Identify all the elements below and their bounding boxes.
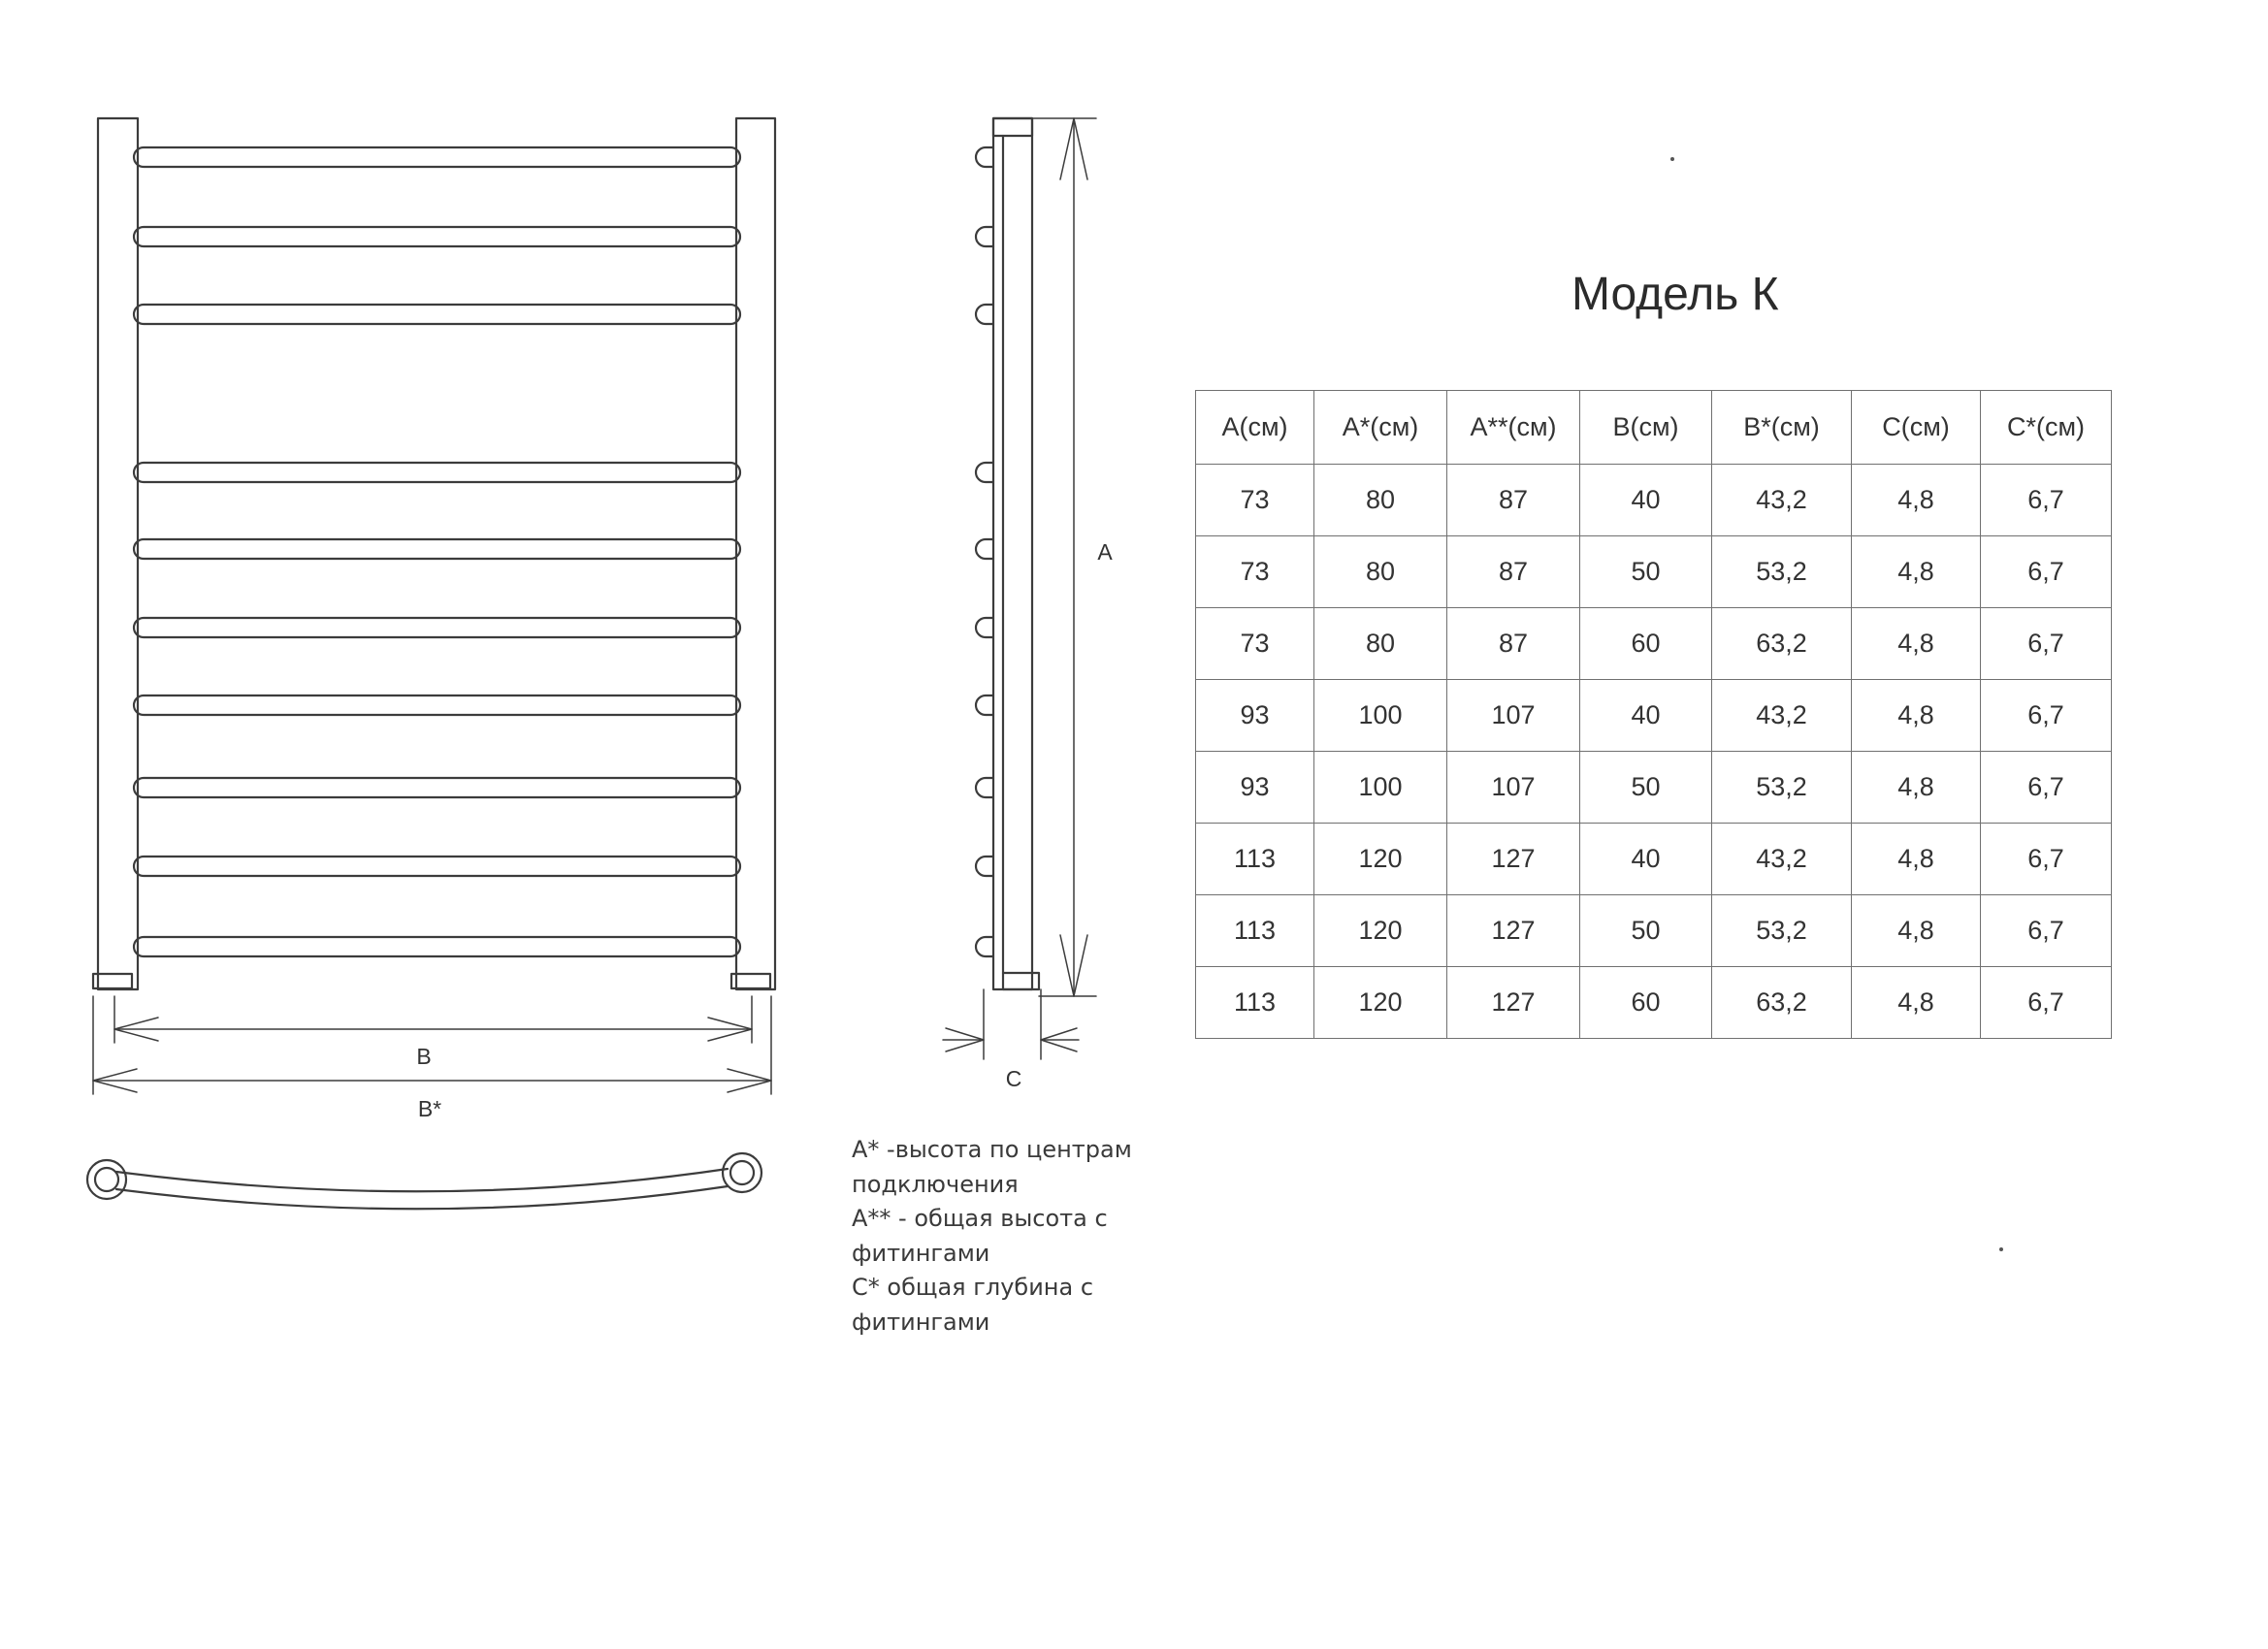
table-cell: 60 xyxy=(1580,967,1712,1039)
legend-notes xyxy=(852,1133,1172,1340)
side-rung-stubs xyxy=(976,147,993,956)
table-cell: 40 xyxy=(1580,465,1712,536)
table-cell: 40 xyxy=(1580,680,1712,752)
front-left-post xyxy=(98,118,138,989)
table-cell: 127 xyxy=(1447,967,1580,1039)
table-cell: 73 xyxy=(1196,465,1314,536)
table-cell: 93 xyxy=(1196,752,1314,824)
note-line: A** - общая высота с xyxy=(852,1205,1108,1232)
table-cell: 80 xyxy=(1314,536,1447,608)
table-cell: 53,2 xyxy=(1712,752,1852,824)
rung xyxy=(134,227,740,246)
rung xyxy=(134,147,740,167)
table-row xyxy=(1196,824,2112,895)
table-cell: 4,8 xyxy=(1852,680,1981,752)
table-cell: 80 xyxy=(1314,608,1447,680)
top-view xyxy=(87,1153,761,1209)
note-line: подключения xyxy=(852,1170,1019,1198)
table-cell: 63,2 xyxy=(1712,608,1852,680)
table-row xyxy=(1196,608,2112,680)
table-cell: 63,2 xyxy=(1712,967,1852,1039)
table-cell: 87 xyxy=(1447,608,1580,680)
table-cell: 113 xyxy=(1196,824,1314,895)
label-b: B xyxy=(416,1044,432,1069)
table-cell: 53,2 xyxy=(1712,536,1852,608)
dimension-a xyxy=(1032,118,1096,996)
table-cell: 4,8 xyxy=(1852,536,1981,608)
table-cell: 4,8 xyxy=(1852,824,1981,895)
side-post xyxy=(993,118,1032,989)
side-bottom-cap xyxy=(1003,973,1039,989)
table-row xyxy=(1196,536,2112,608)
table-cell: 6,7 xyxy=(1981,536,2112,608)
table-cell: 87 xyxy=(1447,465,1580,536)
table-cell: 43,2 xyxy=(1712,824,1852,895)
table-row xyxy=(1196,752,2112,824)
table-cell: 53,2 xyxy=(1712,895,1852,967)
table-cell: 6,7 xyxy=(1981,967,2112,1039)
column-header: B*(см) xyxy=(1712,391,1852,465)
table-row xyxy=(1196,465,2112,536)
top-left-pipe-inner xyxy=(95,1168,118,1191)
rung xyxy=(134,778,740,797)
table-cell: 87 xyxy=(1447,536,1580,608)
table-cell: 80 xyxy=(1314,465,1447,536)
front-right-post xyxy=(736,118,775,989)
table-cell: 100 xyxy=(1314,752,1447,824)
table-cell: 100 xyxy=(1314,680,1447,752)
rung xyxy=(134,305,740,324)
table-cell: 6,7 xyxy=(1981,465,2112,536)
table-cell: 4,8 xyxy=(1852,895,1981,967)
rung xyxy=(134,463,740,482)
table-cell: 93 xyxy=(1196,680,1314,752)
table-cell: 127 xyxy=(1447,895,1580,967)
rung xyxy=(134,937,740,956)
table-cell: 50 xyxy=(1580,895,1712,967)
model-title: Модель К xyxy=(1571,269,1779,320)
front-rungs xyxy=(134,147,740,956)
note-line: фитингами xyxy=(852,1239,990,1267)
table-cell: 43,2 xyxy=(1712,465,1852,536)
front-view xyxy=(93,118,775,989)
table-cell: 120 xyxy=(1314,967,1447,1039)
rung xyxy=(134,618,740,637)
side-top-cap xyxy=(993,118,1032,136)
table-cell: 6,7 xyxy=(1981,824,2112,895)
column-header: A**(см) xyxy=(1447,391,1580,465)
table-header-row xyxy=(1196,391,2112,465)
table-cell: 50 xyxy=(1580,752,1712,824)
table-cell: 107 xyxy=(1447,752,1580,824)
scan-speck xyxy=(1999,1247,2003,1251)
table-cell: 113 xyxy=(1196,967,1314,1039)
side-view xyxy=(976,118,1039,989)
column-header: C*(см) xyxy=(1981,391,2112,465)
scan-speck xyxy=(1670,157,1674,161)
label-a: A xyxy=(1097,539,1113,565)
spec-table xyxy=(1195,390,2112,1039)
note-line: A* -высота по центрам xyxy=(852,1136,1132,1163)
table-row xyxy=(1196,967,2112,1039)
table-cell: 60 xyxy=(1580,608,1712,680)
table-cell: 127 xyxy=(1447,824,1580,895)
table-cell: 6,7 xyxy=(1981,895,2112,967)
table-cell: 4,8 xyxy=(1852,967,1981,1039)
dimension-c xyxy=(943,989,1079,1059)
column-header: B(см) xyxy=(1580,391,1712,465)
table-cell: 50 xyxy=(1580,536,1712,608)
dimension-b-star xyxy=(93,996,771,1094)
table-cell: 6,7 xyxy=(1981,680,2112,752)
label-b-star: B* xyxy=(417,1096,442,1121)
table-row xyxy=(1196,895,2112,967)
table-cell: 6,7 xyxy=(1981,752,2112,824)
table-cell: 73 xyxy=(1196,608,1314,680)
table-cell: 6,7 xyxy=(1981,608,2112,680)
table-cell: 120 xyxy=(1314,824,1447,895)
table-cell: 4,8 xyxy=(1852,752,1981,824)
note-line: фитингами xyxy=(852,1308,990,1336)
table-row xyxy=(1196,680,2112,752)
top-right-pipe-outer xyxy=(723,1153,761,1192)
table-cell: 43,2 xyxy=(1712,680,1852,752)
rung xyxy=(134,539,740,559)
column-header: A*(см) xyxy=(1314,391,1447,465)
table-cell: 73 xyxy=(1196,536,1314,608)
rung xyxy=(134,695,740,715)
label-c: C xyxy=(1005,1066,1022,1091)
table-cell: 120 xyxy=(1314,895,1447,967)
note-line: C* общая глубина с xyxy=(852,1274,1094,1301)
table-cell: 4,8 xyxy=(1852,465,1981,536)
table-cell: 113 xyxy=(1196,895,1314,967)
dimension-b xyxy=(114,996,752,1043)
rung xyxy=(134,857,740,876)
table-cell: 4,8 xyxy=(1852,608,1981,680)
top-left-pipe-outer xyxy=(87,1160,126,1199)
top-right-pipe-inner xyxy=(730,1161,754,1184)
table-cell: 107 xyxy=(1447,680,1580,752)
column-header: C(см) xyxy=(1852,391,1981,465)
table-cell: 40 xyxy=(1580,824,1712,895)
column-header: A(см) xyxy=(1196,391,1314,465)
